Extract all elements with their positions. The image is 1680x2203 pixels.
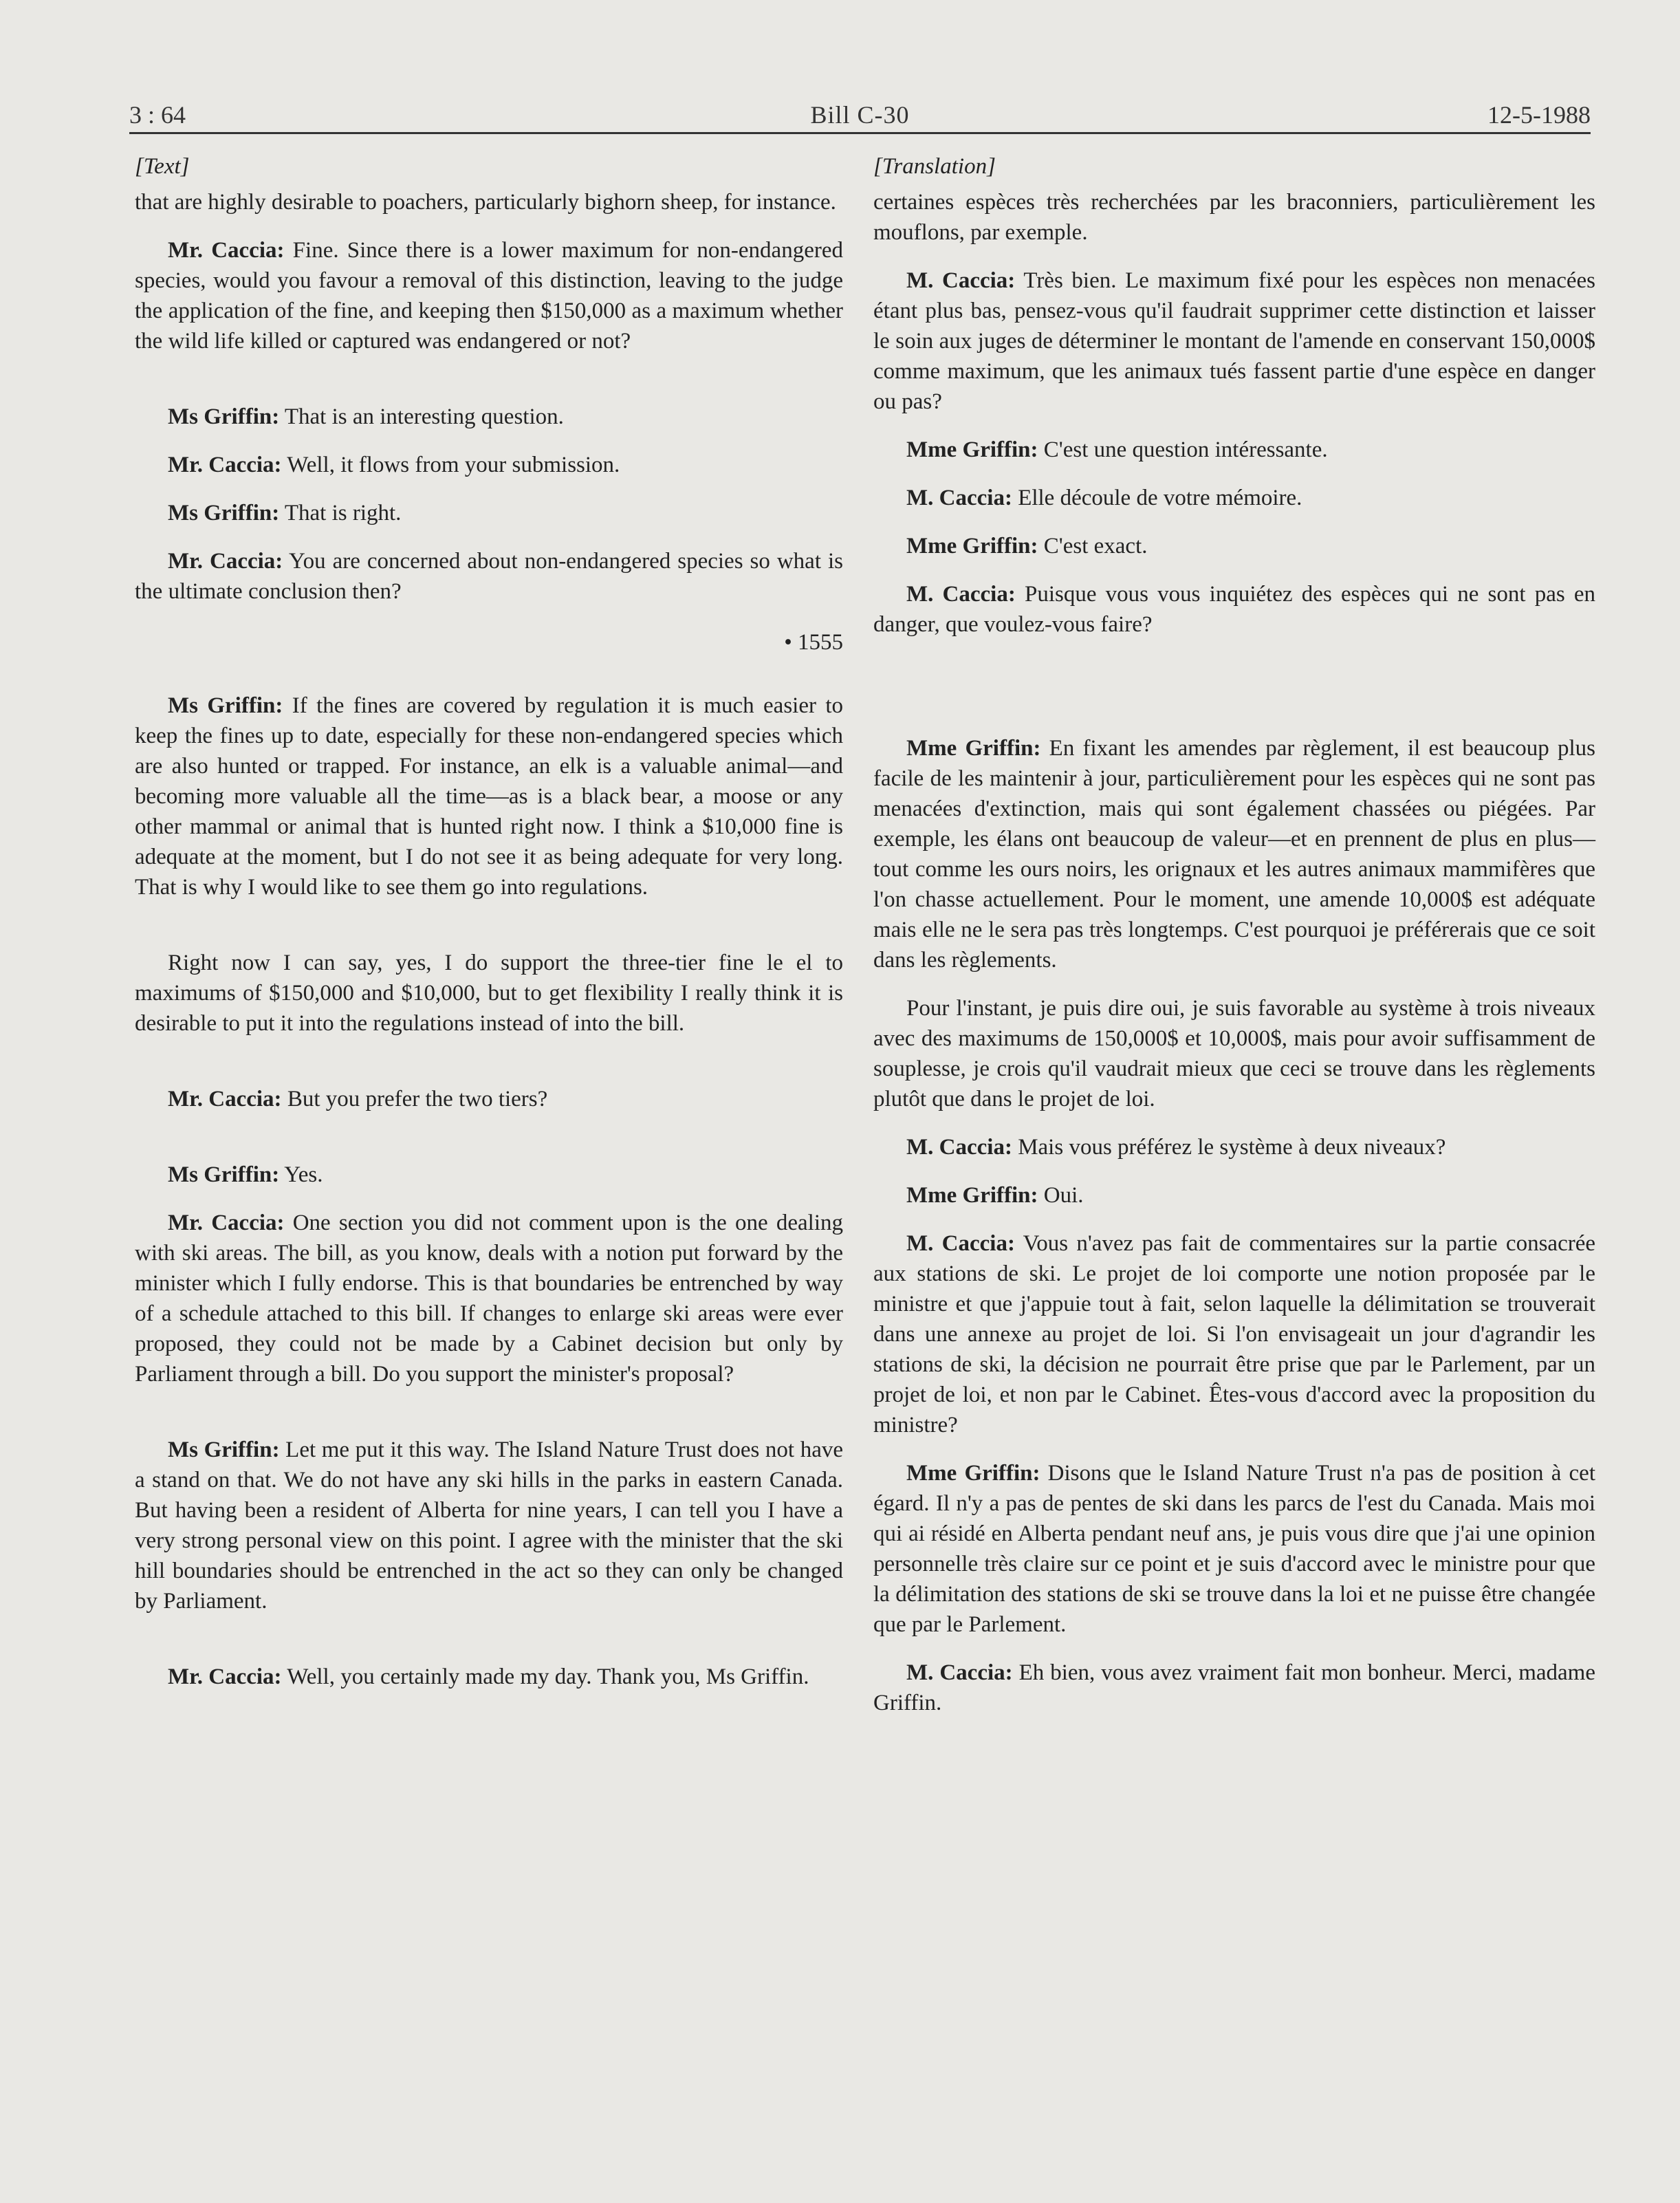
paragraph: M. Caccia: Puisque vous vous inquiétez des espèces qui ne sont pas en danger, que voulez-vous faire? bbox=[873, 582, 1595, 637]
paragraph: Mr. Caccia: Fine. Since there is a lower maximum for non-endangered species, would you favour a removal of this distinction, leaving to the judge the application of the fine, and keeping then $150,000 as a maximum whether the wild life killed or captured was endangered or not? bbox=[135, 238, 843, 354]
timestamp: • 1555 bbox=[784, 630, 843, 655]
paragraph: M. Caccia: Elle découle de votre mémoire. bbox=[906, 486, 1302, 510]
paragraph: M. Caccia: Eh bien, vous avez vraiment fait mon bonheur. Merci, madame Griffin. bbox=[873, 1660, 1595, 1715]
paragraph: M. Caccia: Vous n'avez pas fait de commentaires sur la partie consacrée aux stations de ski. Le projet de loi comporte une notion proposée par le ministre et que j'appuie tout à fait, selon laquelle la délimitation se trouverait dans une annexe au projet de loi. Si l'on envisageait un jour d'agrandir les stations de ski, la décision ne pourrait être prise que par le Parlement, par un projet de loi, et non par le Cabinet. Êtes-vous d'accord avec la proposition du ministre? bbox=[873, 1231, 1595, 1437]
speaker: Ms Griffin: bbox=[168, 404, 280, 429]
paragraph: Ms Griffin: If the fines are covered by regulation it is much easier to keep the fines up to date, especially for these non-endangered species which are also hunted or trapped. For instance, an elk is a valuable animal—and becoming more valuable all the time—as is a black bear, a moose or any other mammal or animal that is hunted right now. I think a $10,000 fine is adequate at the moment, but I do not see it as being adequate for very long. That is why I would like to see them go into regulations. bbox=[135, 693, 844, 900]
paragraph: that are highly desirable to poachers, particularly bighorn sheep, for instance. bbox=[135, 190, 836, 215]
speaker: Mr. Caccia: bbox=[168, 549, 283, 574]
paragraph: M. Caccia: Mais vous préférez le système à deux niveaux? bbox=[906, 1135, 1446, 1160]
speaker: M. Caccia: bbox=[906, 1231, 1015, 1256]
speaker: Ms Griffin: bbox=[168, 1437, 280, 1462]
paragraph: Ms Griffin: That is an interesting question. bbox=[168, 404, 564, 429]
speaker: M. Caccia: bbox=[906, 1660, 1013, 1685]
speaker: Mr. Caccia: bbox=[168, 238, 285, 263]
french-column bbox=[873, 151, 1595, 1736]
speaker: Mr. Caccia: bbox=[168, 1211, 285, 1235]
paragraph: Pour l'instant, je puis dire oui, je suis favorable au système à trois niveaux avec des maximums de 150,000$ et 10,000$, mais pour avoir suffisamment de souplesse, je crois qu'il vaudrait mieux que ceci se trouve dans les règlements plutôt que dans le projet de loi. bbox=[873, 996, 1595, 1111]
paragraph: Mr. Caccia: You are concerned about non-endangered species so what is the ultimate conclusion then? bbox=[135, 549, 843, 604]
speaker: Ms Griffin: bbox=[168, 501, 280, 525]
paragraph: M. Caccia: Très bien. Le maximum fixé pour les espèces non menacées étant plus bas, pensez-vous qu'il faudrait supprimer cette distinction et laisser le soin aux juges de déterminer le montant de l'amende en conservant 150,000$ comme maximum, que les animaux tués fassent partie d'une espèce en danger ou pas? bbox=[873, 268, 1595, 414]
document-date: 12-5-1988 bbox=[1487, 101, 1591, 129]
speaker: Mr. Caccia: bbox=[168, 1087, 282, 1111]
speaker: Mme Griffin: bbox=[906, 534, 1038, 558]
paragraph: Ms Griffin: That is right. bbox=[168, 501, 402, 525]
speaker: Mme Griffin: bbox=[906, 736, 1041, 761]
paragraph: Mme Griffin: Oui. bbox=[906, 1183, 1084, 1208]
speaker: Mme Griffin: bbox=[906, 1461, 1040, 1486]
speaker: Mr. Caccia: bbox=[168, 453, 282, 477]
speaker: Mme Griffin: bbox=[906, 437, 1038, 462]
speaker: M. Caccia: bbox=[906, 582, 1016, 607]
paragraph: Ms Griffin: Yes. bbox=[168, 1162, 323, 1187]
page-number: 3 : 64 bbox=[129, 101, 186, 129]
speaker: Ms Griffin: bbox=[168, 1162, 280, 1187]
speaker: M. Caccia: bbox=[906, 486, 1012, 510]
speaker: M. Caccia: bbox=[906, 1135, 1012, 1160]
translation-label: [Translation] bbox=[873, 154, 996, 179]
paragraph: Mr. Caccia: Well, it flows from your submission. bbox=[168, 453, 620, 477]
speaker: M. Caccia: bbox=[906, 268, 1016, 293]
paragraph: Mr. Caccia: One section you did not comment upon is the one dealing with ski areas. The bill, as you know, deals with a notion put forward by the minister which I fully endorse. This is that boundaries be entrenched by way of a schedule attached to this bill. If changes to enlarge ski areas were ever proposed, they could not be made by a Cabinet decision but only by Parliament through a bill. Do you support the minister's proposal? bbox=[135, 1211, 843, 1387]
page-header bbox=[129, 88, 1591, 134]
document-title: Bill C-30 bbox=[810, 101, 910, 129]
paragraph: certaines espèces très recherchées par les braconniers, particulièrement les mouflons, par exemple. bbox=[873, 190, 1595, 245]
paragraph: Ms Griffin: Let me put it this way. The Island Nature Trust does not have a stand on that. We do not have any ski hills in the parks in eastern Canada. But having been a resident of Alberta for nine years, I can tell you I have a very strong personal view on this point. I agree with the minister that the ski hill boundaries should be entrenched in the act so they can only be changed by Parliament. bbox=[135, 1437, 843, 1614]
speaker: Ms Griffin: bbox=[168, 693, 283, 718]
paragraph: Mme Griffin: En fixant les amendes par règlement, il est beaucoup plus facile de les maintenir à jour, particulièrement pour les espèces qui ne sont pas menacées d'extinction, mais qui sont également chassées ou piégées. Par exemple, les élans ont beaucoup de valeur—et en prennent de plus en plus—tout comme les ours noirs, les orignaux et les autres animaux mammifères que l'on chasse actuellement. Pour le moment, une amende 10,000$ est adéquate mais elle ne le sera pas très longtemps. C'est pourquoi je préférerais que ce soit dans les règlements. bbox=[873, 736, 1595, 973]
speaker: Mme Griffin: bbox=[906, 1183, 1038, 1208]
paragraph: Mme Griffin: Disons que le Island Nature Trust n'a pas de position à cet égard. Il n'y a pas de pentes de ski dans les parcs de l'est du Canada. Mais moi qui ai résidé en Alberta pendant neuf ans, je puis vous dire que j'ai une opinion personnelle très claire sur ce point et je suis d'accord avec le ministre pour que la délimitation des stations de ski se trouve dans la loi et ne puisse être changée que par le Parlement. bbox=[873, 1461, 1595, 1637]
paragraph: Mr. Caccia: Well, you certainly made my day. Thank you, Ms Griffin. bbox=[168, 1664, 809, 1689]
paragraph: Mme Griffin: C'est exact. bbox=[906, 534, 1148, 558]
paragraph: Mr. Caccia: But you prefer the two tiers? bbox=[168, 1087, 548, 1111]
speaker: Mr. Caccia: bbox=[168, 1664, 282, 1689]
text-label: [Text] bbox=[135, 154, 190, 179]
english-column bbox=[135, 151, 843, 1710]
paragraph: Right now I can say, yes, I do support the three-tier fine le el to maximums of $150,000 and $10,000, but to get flexibility I really think it is desirable to put it into the regulations instead of into the bill. bbox=[135, 951, 843, 1036]
paragraph: Mme Griffin: C'est une question intéressante. bbox=[906, 437, 1328, 462]
